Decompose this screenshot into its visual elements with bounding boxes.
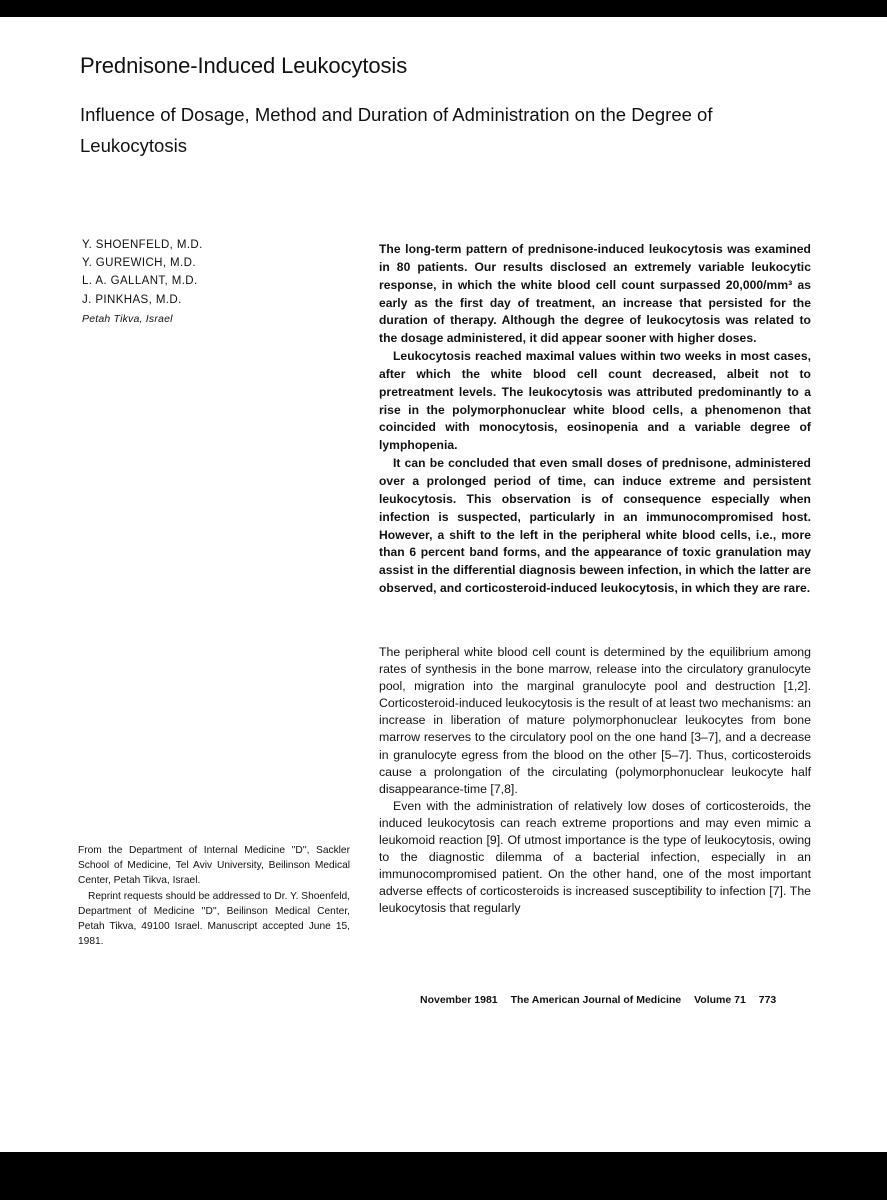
footnote-reprint: Reprint requests should be addressed to Dr. Y. Shoenfeld, Department of Medicine ''D'', Beilinson Medical Center, Petah Tikva, 49100 Israel. Manuscript accepted June 15, 1981. [78,890,350,948]
author-name: Y. GUREWICH, M.D. [82,257,196,270]
author-name: J. PINKHAS, M.D. [82,293,182,306]
author-list [82,236,342,328]
author-name: L. A. GALLANT, M.D. [82,275,198,288]
abstract-paragraph: It can be concluded that even small doses of prednisone, administered over a prolonged period of time, can induce extreme and persistent leukocytosis. This observation is of consequence especially when infection is suspected, particularly in an immunocompromised host. However, a shift to the left in the peripheral white blood cells, i.e., more than 6 percent band forms, and the appearance of toxic granulation may assist in the differential diagnosis beween infection, in which the latter are observed, and corticosteroid-induced leukocytosis, in which they are rare. [379,456,811,596]
abstract-paragraph: The long-term pattern of prednisone-induced leukocytosis was examined in 80 patients. Our results disclosed an extremely variable leukocytic response, in which the white blood cell count surpassed 20,000/mm³ as early as the first day of treatment, an increase that persisted for the duration of therapy. Although the degree of leukocytosis was related to the dosage administered, it did appear sooner with higher doses. [379,242,811,346]
footnote [78,843,350,949]
footer-date: November 1981 [420,994,498,1006]
article-title: Prednisone-Induced Leukocytosis [80,53,408,78]
footer-journal: The American Journal of Medicine [510,994,682,1006]
footer-volume: Volume 71 [694,994,746,1006]
abstract [379,241,811,598]
footnote-affiliation: From the Department of Internal Medicine ''D'', Sackler School of Medicine, Tel Aviv University, Beilinson Medical Center, Petah Tikva, Israel. [78,845,350,887]
abstract-paragraph: Leukocytosis reached maximal values within two weeks in most cases, after which the white blood cell count decreased, albeit not to pretreatment levels. The leukocytosis was attributed predominantly to a rise in the polymorphonuclear white blood cells, a phenomenon that coincided with monocytosis, eosinopenia and a variable degree of lymphopenia. [379,349,811,453]
article-subtitle: Influence of Dosage, Method and Duration of Administration on the Degree of Leukocytosis [80,104,713,156]
page-footer [420,994,820,1006]
author-name: Y. SHOENFELD, M.D. [82,239,203,251]
footer-page-number: 773 [758,994,777,1006]
author-affiliation: Petah Tikva, Israel [82,312,173,325]
article-page [0,17,887,1152]
body-paragraph: Even with the administration of relatively low doses of corticosteroids, the induced leukocytosis can reach extreme proportions and may even mimic a leukomoid reaction [9]. Of utmost importance is the type of leukocytosis, owing to the diagnostic dilemma of a bacterial infection, especially in an immunocompromised patient. On the other hand, one of the most important adverse effects of corticosteroids is increased susceptibility to infection [7]. The leukocytosis that regularly [379,798,811,916]
body-paragraph: The peripheral white blood cell count is determined by the equilibrium among rates of synthesis in the bone marrow, release into the circulatory granulocyte pool, migration into the marginal granulocyte pool and destruction [1,2]. Corticosteroid-induced leukocytosis is the result of at least two mechanisms: an increase in liberation of mature polymorphonuclear leukocytes from bone marrow reserves to the circulatory pool on the one hand [3–7], and a decrease in granulocyte egress from the blood on the other [5–7]. Thus, corticosteroids cause a prolongation of the circulating (polymorphonuclear leukocyte half disappearance-time [7,8]. [379,645,811,796]
body-text [379,644,811,918]
